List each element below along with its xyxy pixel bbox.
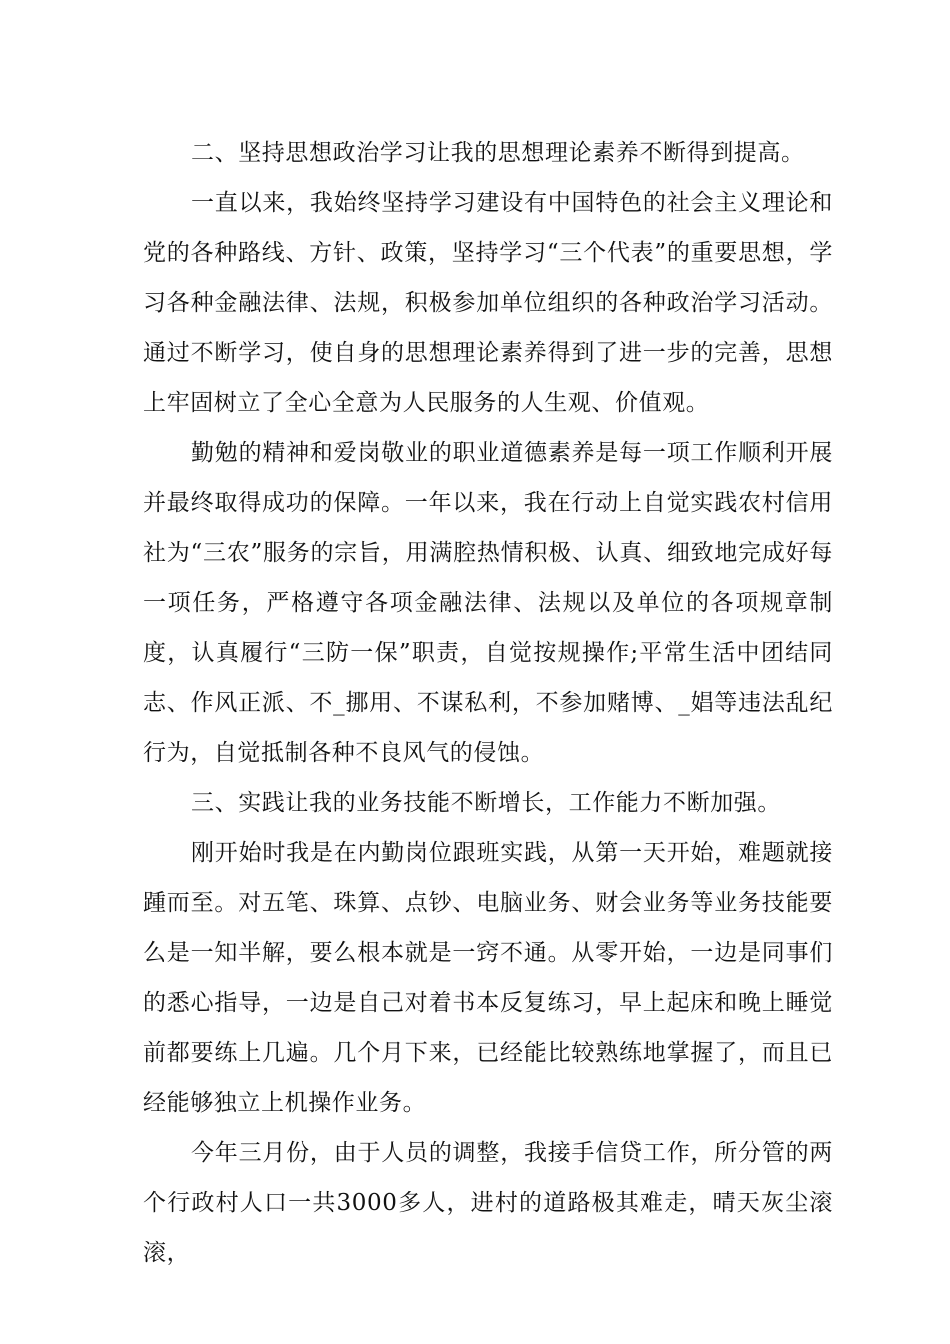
paragraph-credit-work: 今年三月份，由于人员的调整，我接手信贷工作，所分管的两个行政村人口一共3000多人，进村的道路极其难走，晴天灰尘滚滚， xyxy=(143,1140,833,1266)
document-body xyxy=(143,128,833,1278)
section-heading-two: 二、坚持思想政治学习让我的思想理论素养不断得到提高。 xyxy=(191,140,805,166)
section-heading-three: 三、实践让我的业务技能不断增长，工作能力不断加强。 xyxy=(191,790,781,816)
paragraph-skills-practice: 刚开始时我是在内勤岗位跟班实践，从第一天开始，难题就接踵而至。对五笔、珠算、点钞、电脑业务、财会业务等业务技能要么是一知半解，要么根本就是一窍不通。从零开始，一边是同事们的悉心指导，一边是自己对着书本反复练习，早上起床和晚上睡觉前都要练上几遍。几个月下来，已经能比较熟练地掌握了，而且已经能够独立上机操作业务。 xyxy=(143,840,833,1116)
paragraph-work-ethic: 勤勉的精神和爱岗敬业的职业道德素养是每一项工作顺利开展并最终取得成功的保障。一年以来，我在行动上自觉实践农村信用社为“三农”服务的宗旨，用满腔热情积极、认真、细致地完成好每一项任务，严格遵守各项金融法律、法规以及单位的各项规章制度，认真履行“三防一保”职责，自觉按规操作;平常生活中团结同志、作风正派、不_挪用、不谋私利，不参加赌博、_娼等违法乱纪行为，自觉抵制各种不良风气的侵蚀。 xyxy=(143,440,833,766)
paragraph-theory-study: 一直以来，我始终坚持学习建设有中国特色的社会主义理论和党的各种路线、方针、政策，坚持学习“三个代表”的重要思想，学习各种金融法律、法规，积极参加单位组织的各种政治学习活动。通过不断学习，使自身的思想理论素养得到了进一步的完善，思想上牢固树立了全心全意为人民服务的人生观、价值观。 xyxy=(143,190,833,416)
